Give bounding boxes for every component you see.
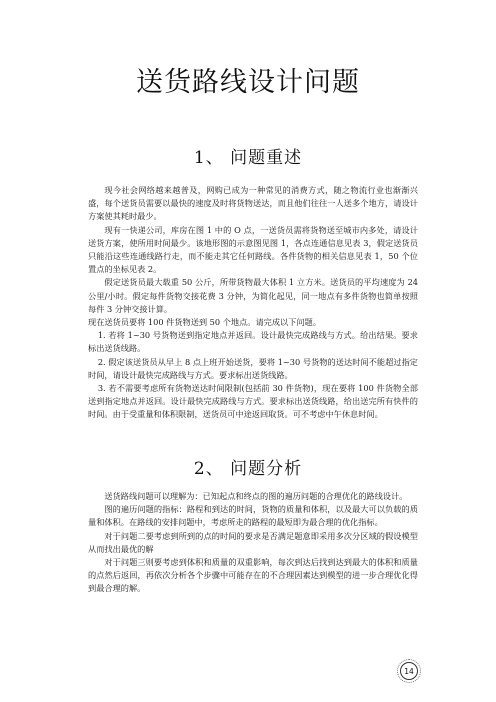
paragraph: 对于问题三则要考虑到体积和质量的双重影响，每次到达后找到达到最大的体积和质量的点然后返回，再依次分析各个步骤中可能存在的不合理因素达到模型的进一步合理优化得到最合理的解。 [88,557,418,594]
section-heading-1: 1、 问题重述 [193,148,303,168]
paragraph: 现今社会网络越来越普及，网购已成为一种常见的消费方式，随之物流行业也渐渐兴盛，每个送货员需要以最快的速度及时将货物送达，而且他们往往一人送多个地方，请设计方案使其耗时最少。 [88,185,418,222]
question-2: 2. 假定该送货员从早上 8 点上班开始送货，要将 1~30 号货物的送达时间不能超过指定时间，请设计最快完成路线与方式。要求标出送货线路。 [88,356,418,380]
question-1: 1. 若将 1~30 号货物送到指定地点并返回。设计最快完成路线与方式。给出结果。要求标出送货线路。 [88,330,418,354]
page-number-badge: 14 [400,662,418,680]
section-1-body [88,184,418,422]
question-3: 3. 若不需要考虑所有货物送达时间限制(包括前 30 件货物)，现在要将 100 件货物全部送到指定地点并返回。设计最快完成路线与方式。要求标出送货线路，给出送完所有快件的时间。由于受重量和体积限制，送货员可中途返回取货。可不考虑中午休息时间。 [88,383,418,420]
paragraph: 送货路线问题可以理解为：已知起点和终点的图的遍历问题的合理优化的路线设计。 [104,491,408,501]
paragraph: 图的遍历问题的指标：路程和到达的时间，货物的质量和体积，以及最大可以负载的质量和体积。在路线的安排问题中，考虑所走的路程的最短即为最合理的优化指标。 [88,504,418,528]
paragraph: 假定送货员最大载重 50 公斤，所带货物最大体积 1 立方米。送货员的平均速度为 24 公里/小时。假定每件货物交接花费 3 分钟，为简化起见，同一地点有多件货物也简单按照每件 3 分钟交接计算。 [88,277,418,314]
paragraph: 现在送货员要将 100 件货物送到 50 个地点。请完成以下问题。 [88,317,321,328]
section-2-body [88,490,418,596]
paragraph: 现有一快递公司，库房在图 1 中的 O 点，一送货员需将货物送至城市内多处，请设计送货方案，使所用时间最少。该地形图的示意图见图 1，各点连通信息见表 3，假定送货员只能沿这些连通线路行走，而不能走其它任何路线。各件货物的相关信息见表 1，50 个位置点的坐标见表 2。 [88,224,418,275]
paragraph: 对于问题二要考虑到所到的点的时间的要求是否满足题意即采用多次分区域的假设模型从而找出最优的解 [88,530,418,554]
page-title: 送货路线设计问题 [136,67,360,98]
section-heading-2: 2、 问题分析 [193,459,303,479]
